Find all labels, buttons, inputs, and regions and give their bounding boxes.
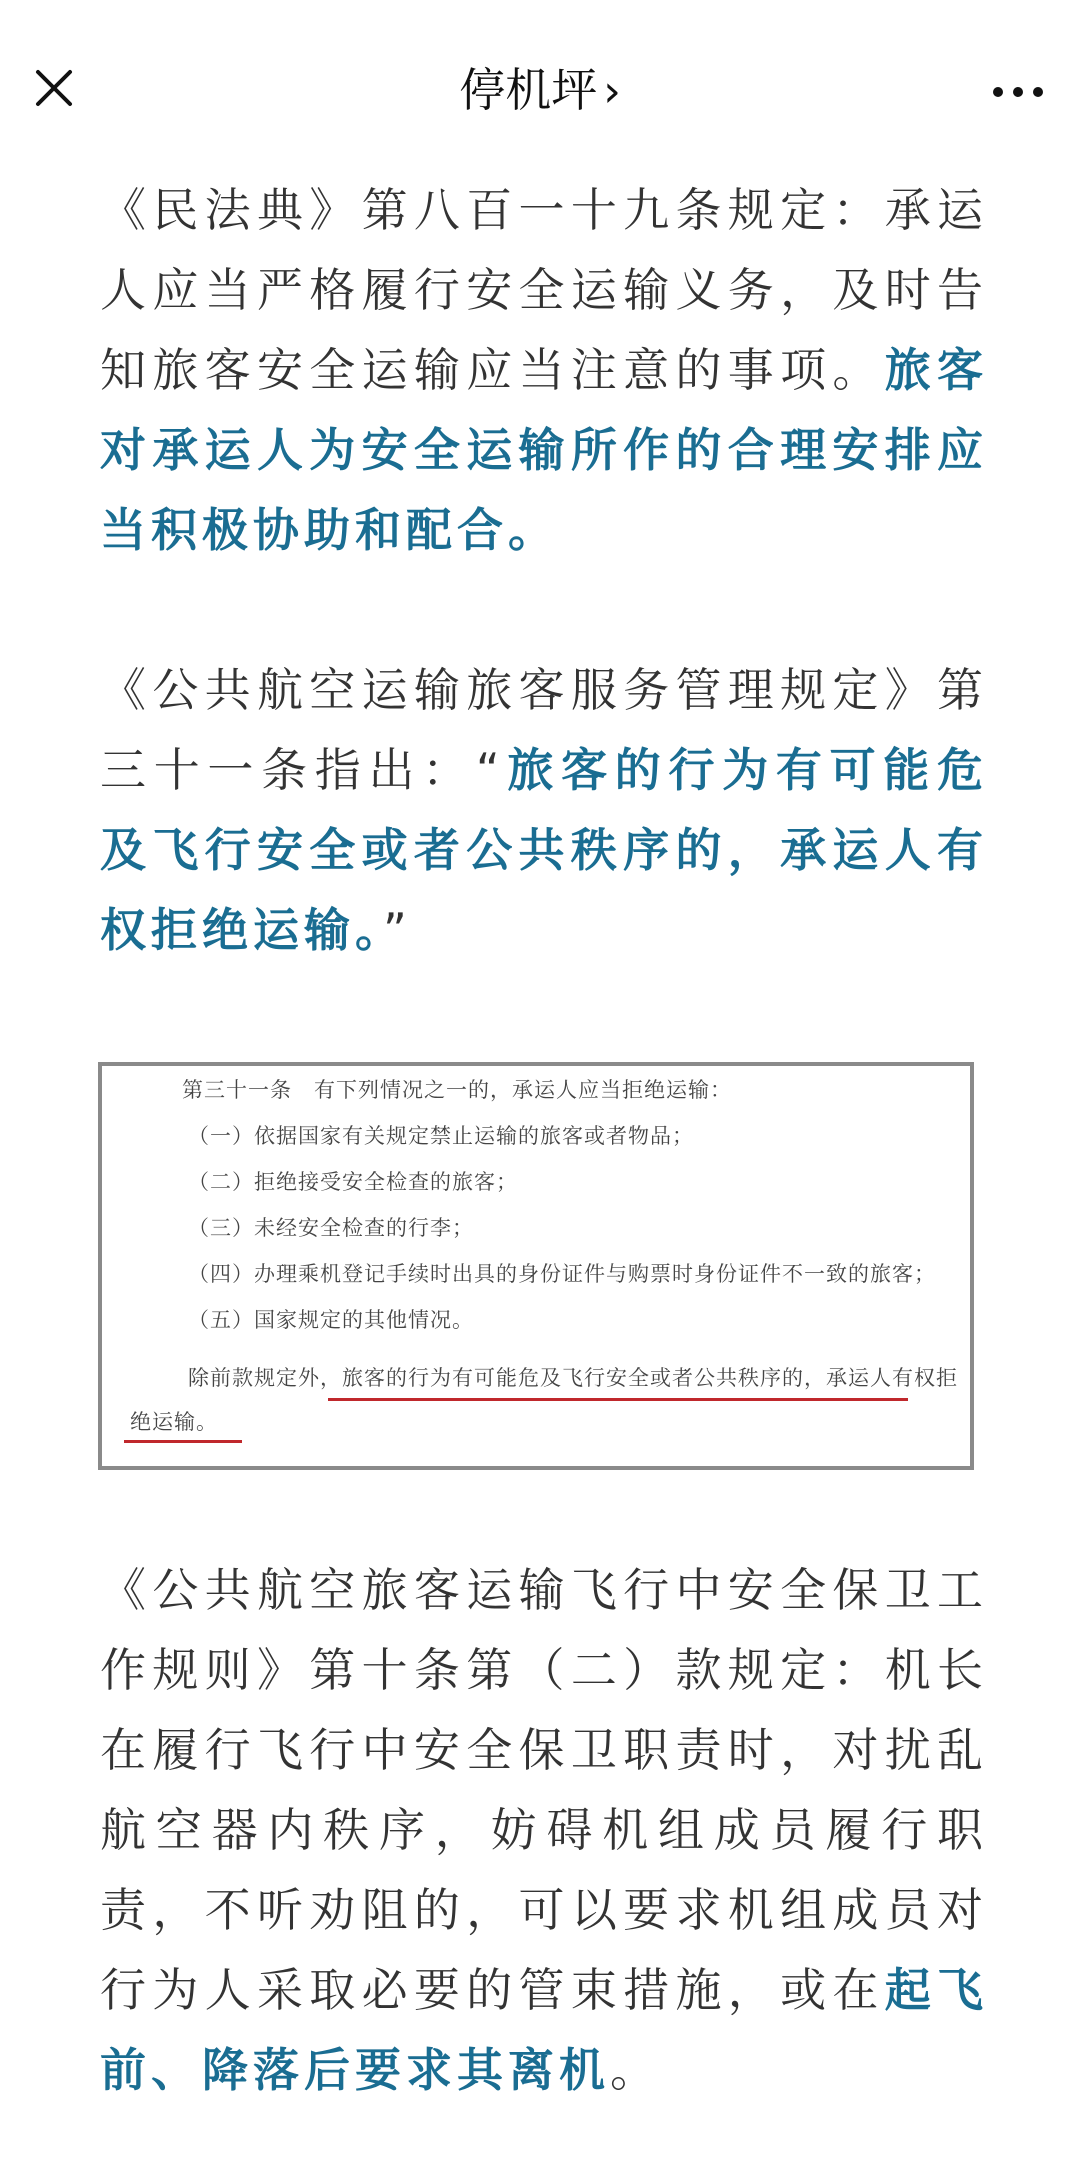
red-underline <box>328 1398 908 1401</box>
account-name: 停机坪 <box>459 63 598 117</box>
highlight-text: 旅客的行为有可能危及飞行安全或者公共秩序的，承运人有权拒绝运输。 <box>100 743 988 957</box>
paragraph-text-end: ” <box>383 903 412 957</box>
top-nav-bar <box>0 0 1080 160</box>
excerpt-line: 绝运输。 <box>130 1410 218 1434</box>
excerpt-line: （一）依据国家有关规定禁止运输的旅客或者物品； <box>188 1124 694 1148</box>
account-title-link[interactable] <box>0 62 1080 120</box>
paragraph-passenger-service-rule <box>100 650 988 970</box>
more-button[interactable] <box>986 64 1050 120</box>
excerpt-line: （四）办理乘机登记手续时出具的身份证件与购票时身份证件不一致的旅客； <box>188 1262 936 1286</box>
paragraph-text: 《公共航空运输旅客服务管理规定》第三十一条指出：“ <box>100 663 988 797</box>
paragraph-text: 《公共航空旅客运输飞行中安全保卫工作规则》第十条第（二）款规定：机长在履行飞行中安全保卫职责时，对扰乱航空器内秩序，妨碍机组成员履行职责，不听劝阻的，可以要求机组成员对行为人采取必要的管束措施，或在 <box>100 1563 988 2017</box>
more-icon <box>992 86 1044 98</box>
excerpt-line: （五）国家规定的其他情况。 <box>188 1308 474 1332</box>
paragraph-security-work-rule <box>100 1550 988 2110</box>
excerpt-line: （三）未经安全检查的行李； <box>188 1216 474 1240</box>
regulation-excerpt-image[interactable] <box>98 1062 974 1470</box>
red-underline <box>124 1440 242 1443</box>
paragraph-text-end: 。 <box>610 2043 661 2097</box>
chevron-right-icon: › <box>603 66 621 117</box>
excerpt-line: 第三十一条 有下列情况之一的，承运人应当拒绝运输： <box>182 1078 732 1102</box>
paragraph-text: 《民法典》第八百一十九条规定：承运人应当严格履行安全运输义务，及时告知旅客安全运输应当注意的事项。 <box>100 183 988 397</box>
highlight-text: 旅客对承运人为安全运输所作的合理安排应当积极协助和配合。 <box>100 343 988 557</box>
highlight-text: 起飞前、降落后要求其离机 <box>100 1963 988 2097</box>
excerpt-line: （二）拒绝接受安全检查的旅客； <box>188 1170 518 1194</box>
paragraph-civil-code <box>100 170 988 570</box>
excerpt-line: 除前款规定外，旅客的行为有可能危及飞行安全或者公共秩序的，承运人有权拒 <box>188 1366 958 1390</box>
